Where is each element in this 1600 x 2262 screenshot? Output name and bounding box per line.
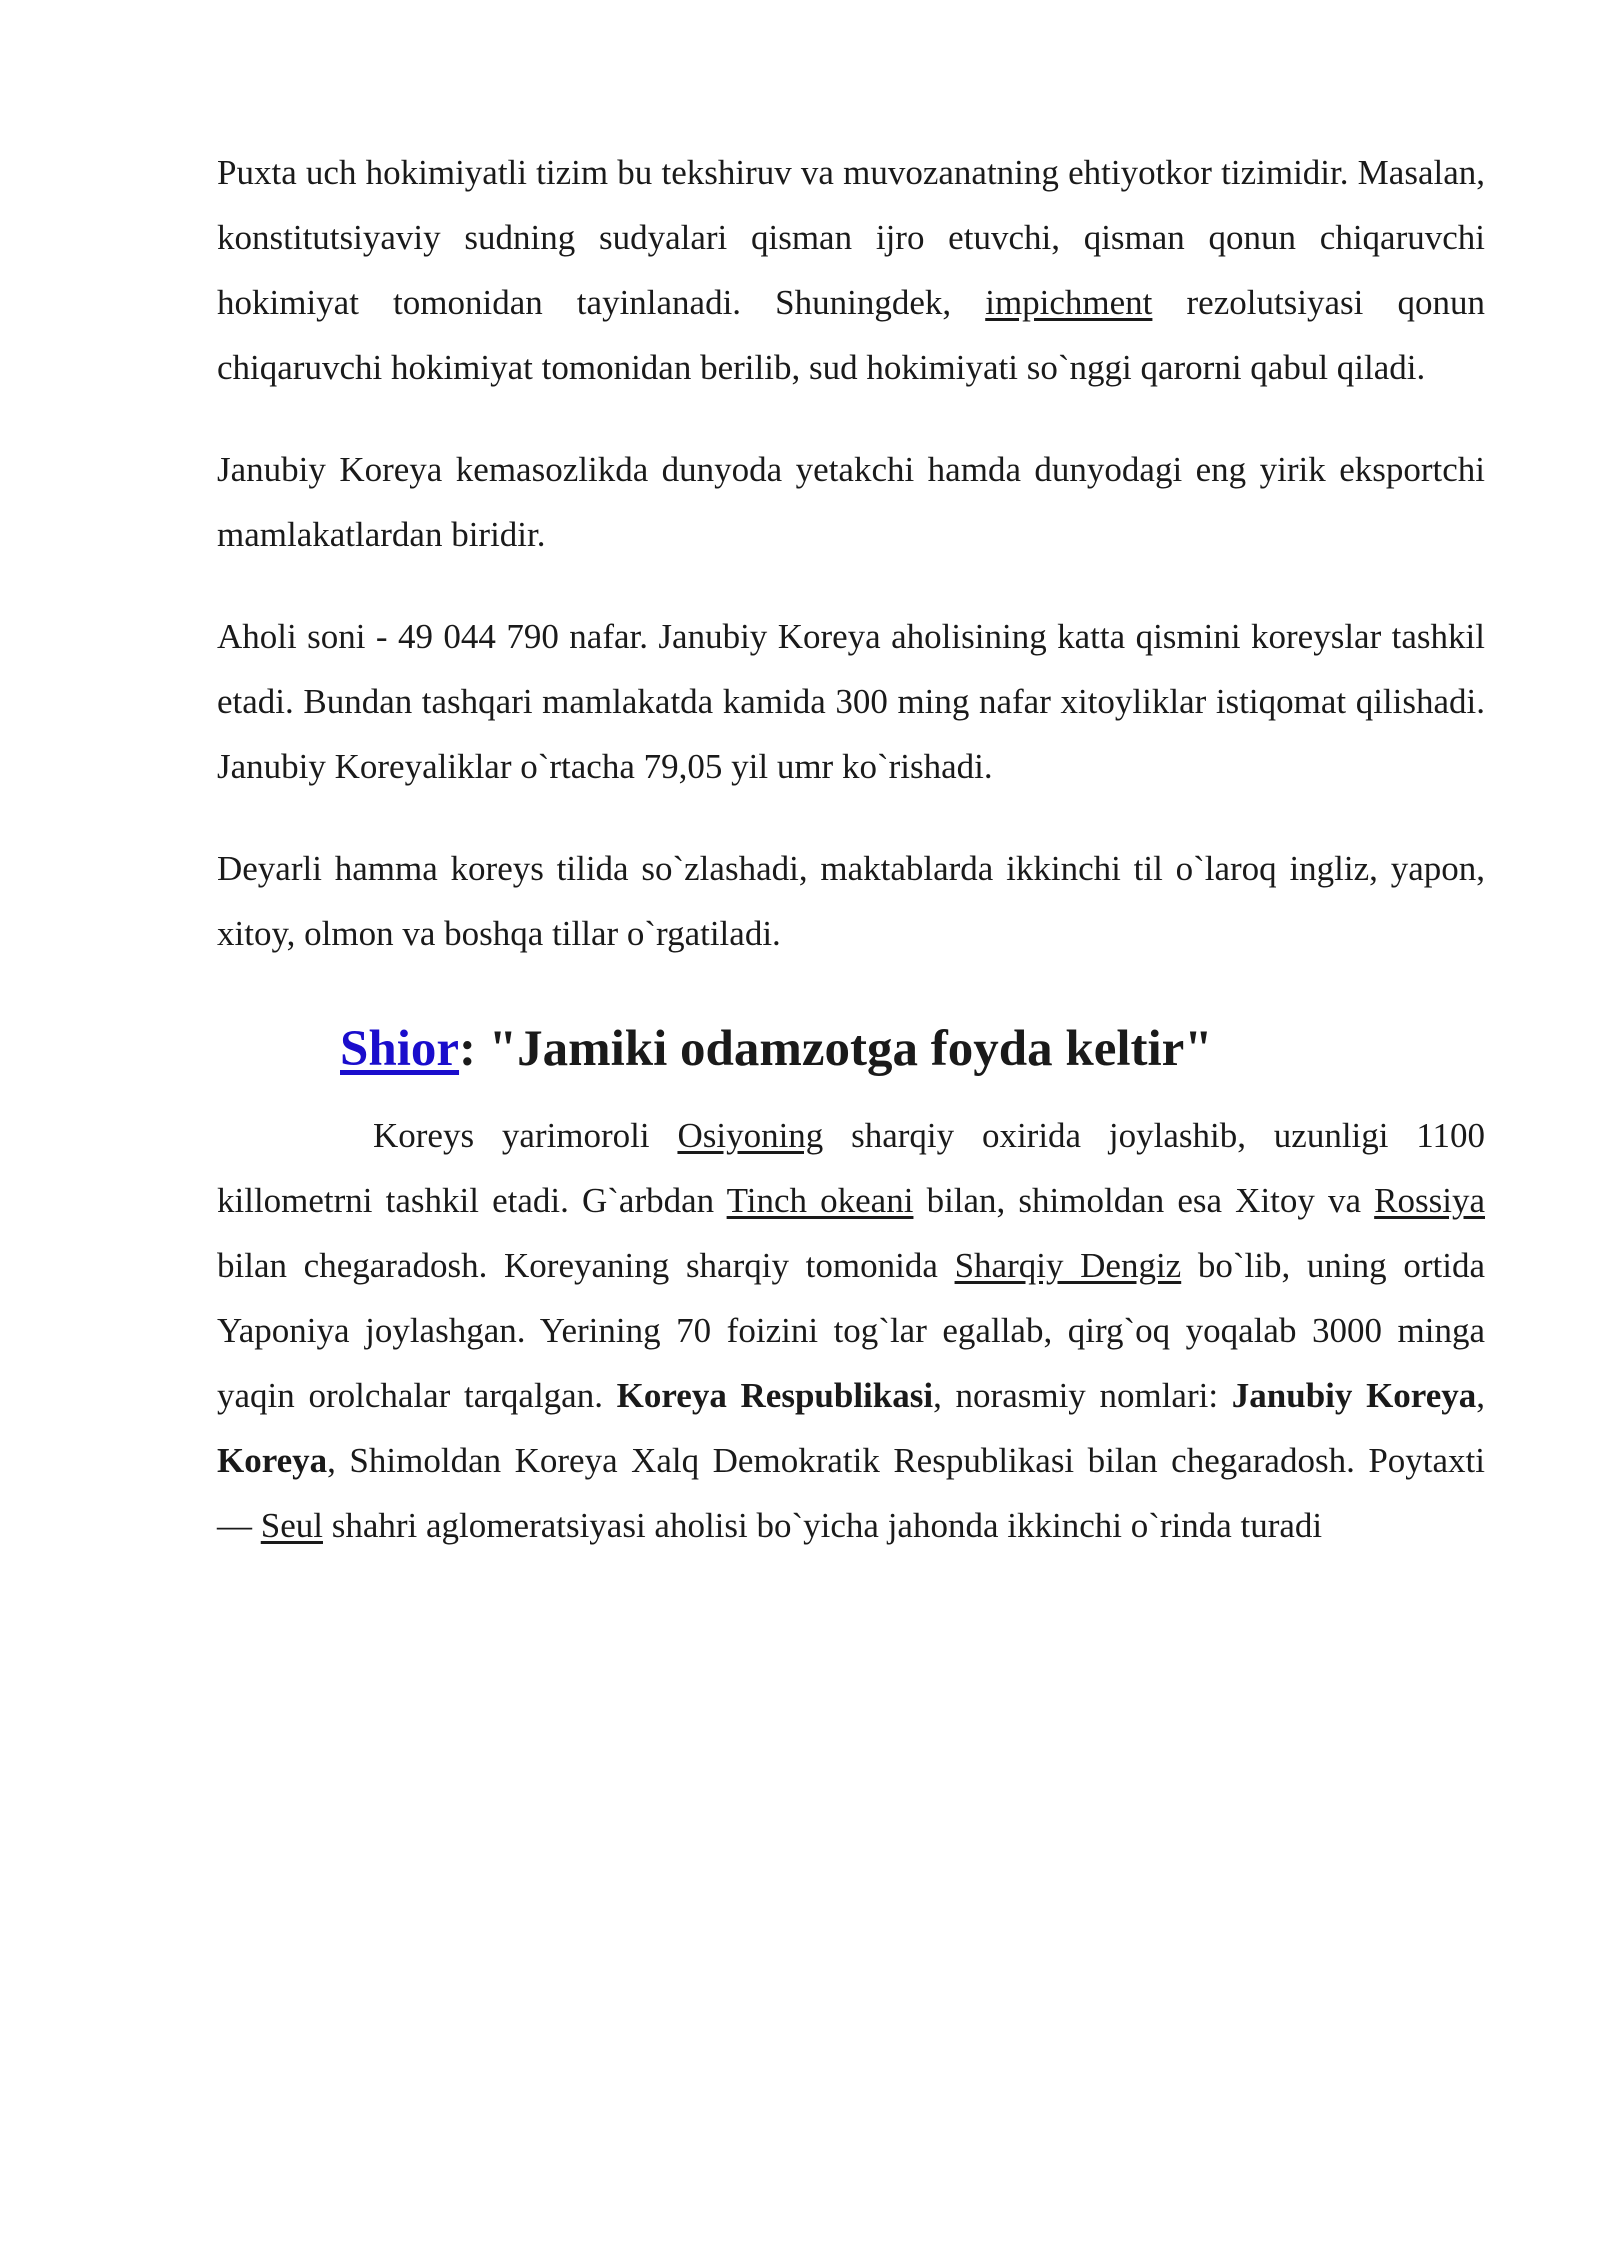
link-osiyoning[interactable]: Osiyoning (677, 1116, 824, 1155)
link-rossiya[interactable]: Rossiya (1374, 1181, 1486, 1220)
paragraph-population: Aholi soni - 49 044 790 nafar. Janubiy Koreya aholisining katta qismini koreyslar tashkil etadi. Bundan tashqari mamlakatda kamida 300 ming nafar xitoyliklar istiqomat qilishadi. Janubiy Koreyaliklar o`rtacha 79,05 yil umr ko`rishadi. (217, 617, 1485, 786)
paragraph-text: sharqiy oxirida joylashib, uzunligi 1100 killometrni tashkil etadi. G`arbdan (217, 1116, 1486, 1220)
paragraph-text: shahri aglomeratsiyasi aholisi bo`yicha jahonda ikkinchi o`rinda turadi (322, 1506, 1323, 1545)
paragraph-text: Koreys yarimoroli (373, 1116, 678, 1155)
paragraph-text: , Shimoldan Koreya Xalq Demokratik Respublikasi bilan chegaradosh. Poytaxti — (217, 1441, 1485, 1545)
paragraph-text: bilan chegaradosh. Koreyaning sharqiy tomonida (217, 1246, 955, 1285)
paragraph-language: Deyarli hamma koreys tilida so`zlashadi, maktablarda ikkinchi til o`laroq ingliz, yapon, xitoy, olmon va boshqa tillar o`rgatiladi. (217, 849, 1485, 953)
paragraph-text: rezolutsiyasi qonun chiqaruvchi hokimiyat tomonidan berilib, sud hokimiyati so`nggi qarorni qabul qiladi. (217, 283, 1485, 387)
bold-koreya: Koreya (217, 1441, 328, 1480)
bold-koreya-respublikasi: Koreya Respublikasi (616, 1376, 934, 1415)
link-seul[interactable]: Seul (260, 1506, 323, 1545)
paragraph-text: , norasmiy nomlari: (933, 1376, 1232, 1415)
link-tinch-okeani[interactable]: Tinch okeani (726, 1181, 914, 1220)
paragraph-text: bo`lib, uning ortida Yaponiya joylashgan. Yerining 70 foizini tog`lar egallab, qirg`oq yoqalab 3000 minga yaqin orolchalar tarqalgan. (217, 1246, 1485, 1415)
bold-janubiy-koreya: Janubiy Koreya (1231, 1376, 1477, 1415)
link-sharqiy-dengiz[interactable]: Sharqiy Dengiz (954, 1246, 1182, 1285)
paragraph-government-system (217, 140, 1485, 400)
paragraph-text: bilan, shimoldan esa Xitoy va (913, 1181, 1375, 1220)
paragraph-text: , (1476, 1376, 1485, 1415)
paragraph-shipbuilding: Janubiy Koreya kemasozlikda dunyoda yetakchi hamda dunyodagi eng yirik eksportchi mamlakatlardan biridir. (217, 450, 1485, 554)
paragraph-geography (217, 1103, 1485, 1558)
paragraph-text: Puxta uch hokimiyatli tizim bu tekshiruv va muvozanatning ehtiyotkor tizimidir. Masalan, konstitutsiyaviy sudning sudyalari qisman ijro etuvchi, qisman qonun chiqaruvchi hokimiyat tomonidan tayinlanadi. Shuningdek, (217, 153, 1485, 322)
motto-heading (217, 1003, 1485, 1096)
motto-text: : "Jamiki odamzotga foyda keltir" (459, 1021, 1213, 1077)
link-impichment[interactable]: impichment (985, 283, 1153, 322)
document-page (217, 140, 1485, 1595)
link-shior[interactable]: Shior (340, 1021, 460, 1077)
